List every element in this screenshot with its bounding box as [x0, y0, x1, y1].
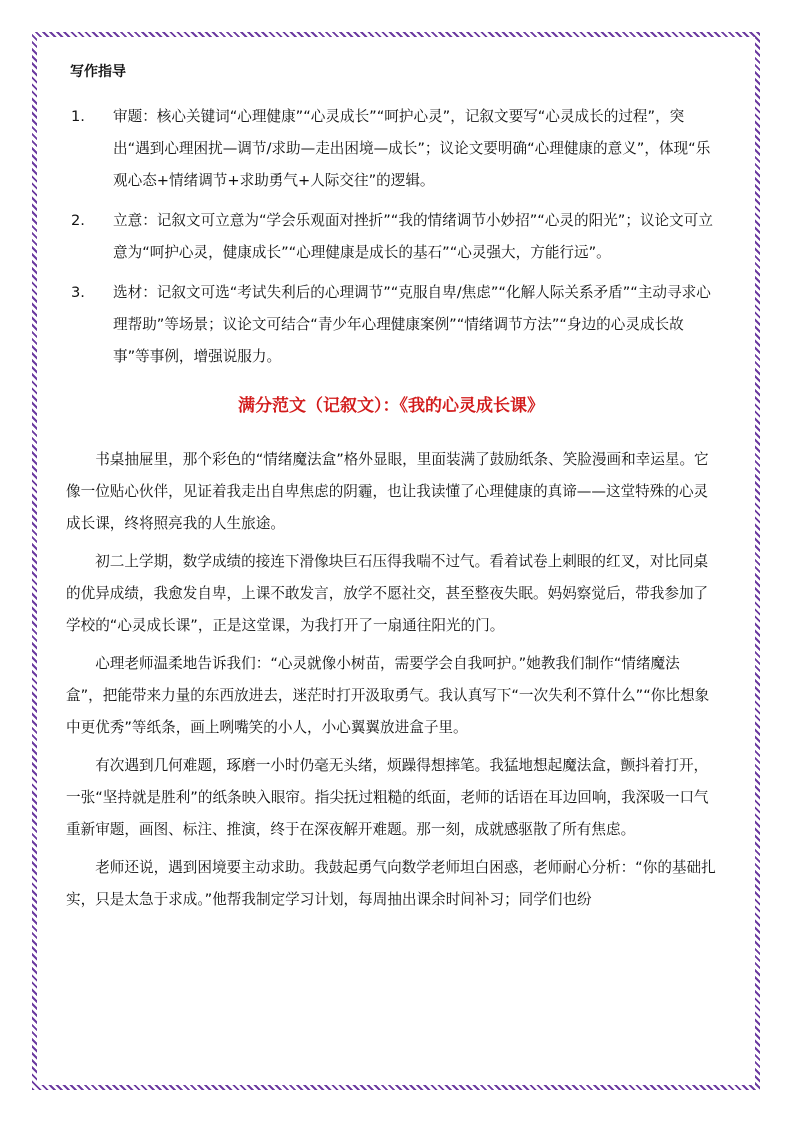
guide-item: [66, 101, 716, 197]
guide-heading: 写作指导: [70, 64, 126, 80]
guide-item: [66, 277, 716, 373]
guide-item-number: 3.: [71, 284, 85, 301]
essay-paragraph: 书桌抽屉里，那个彩色的“情绪魔法盒”格外显眼，里面装满了鼓励纸条、笑脸漫画和幸运星。它像一位贴心伙伴，见证着我走出自卑焦虑的阴霾，也让我读懂了心理健康的真谛——这堂特殊的心灵成长课，终将照亮我的人生旅途。: [66, 451, 709, 532]
guide-item-text: 选材：记叙文可选“考试失利后的心理调节”“克服自卑/焦虑”“化解人际关系矛盾”“主动寻求心理帮助”等场景；议论文可结合“青少年心理健康案例”“情绪调节方法”“身边的心灵成长故事”等事例，增强说服力。: [113, 284, 711, 365]
guide-item-number: 2.: [71, 212, 85, 229]
guide-item-number: 1.: [71, 108, 85, 125]
essay-paragraph: 有次遇到几何难题，琢磨一小时仍毫无头绪，烦躁得想摔笔。我猛地想起魔法盒，颤抖着打开，一张“坚持就是胜利”的纸条映入眼帘。指尖抚过粗糙的纸面，老师的话语在耳边回响，我深吸一口气重新审题，画图、标注、推演，终于在深夜解开难题。那一刻，成就感驱散了所有焦虑。: [66, 757, 709, 838]
guide-list: [66, 101, 716, 373]
essay-title: 满分范文（记叙文）：《我的心灵成长课》: [238, 396, 544, 416]
document-content: [66, 62, 716, 922]
guide-item-text: 审题：核心关键词“心理健康”“心灵成长”“呵护心灵”，记叙文要写“心灵成长的过程”，突出“遇到心理困扰—调节/求助—走出困境—成长”；议论文要明确“心理健康的意义”，体现“乐观心态+情绪调节+求助勇气+人际交往”的逻辑。: [113, 108, 711, 189]
guide-item: [66, 205, 716, 269]
essay-paragraph: 老师还说，遇到困境要主动求助。我鼓起勇气向数学老师坦白困惑，老师耐心分析：“你的基础扎实，只是太急于求成。”他帮我制定学习计划，每周抽出课余时间补习；同学们也纷: [66, 859, 716, 908]
essay-paragraph: 初二上学期，数学成绩的接连下滑像块巨石压得我喘不过气。看着试卷上刺眼的红叉，对比同桌的优异成绩，我愈发自卑，上课不敢发言，放学不愿社交，甚至整夜失眠。妈妈察觉后，带我参加了学校的“心灵成长课”，正是这堂课，为我打开了一扇通往阳光的门。: [66, 553, 709, 634]
essay-paragraph: 心理老师温柔地告诉我们：“心灵就像小树苗，需要学会自我呵护。”她教我们制作“情绪魔法盒”，把能带来力量的东西放进去，迷茫时打开汲取勇气。我认真写下“一次失利不算什么”“你比想象中更优秀”等纸条，画上咧嘴笑的小人，小心翼翼放进盒子里。: [66, 655, 710, 736]
guide-item-text: 立意：记叙文可立意为“学会乐观面对挫折”“我的情绪调节小妙招”“心灵的阳光”；议论文可立意为“呵护心灵，健康成长”“心理健康是成长的基石”“心灵强大，方能行远”。: [113, 212, 713, 261]
